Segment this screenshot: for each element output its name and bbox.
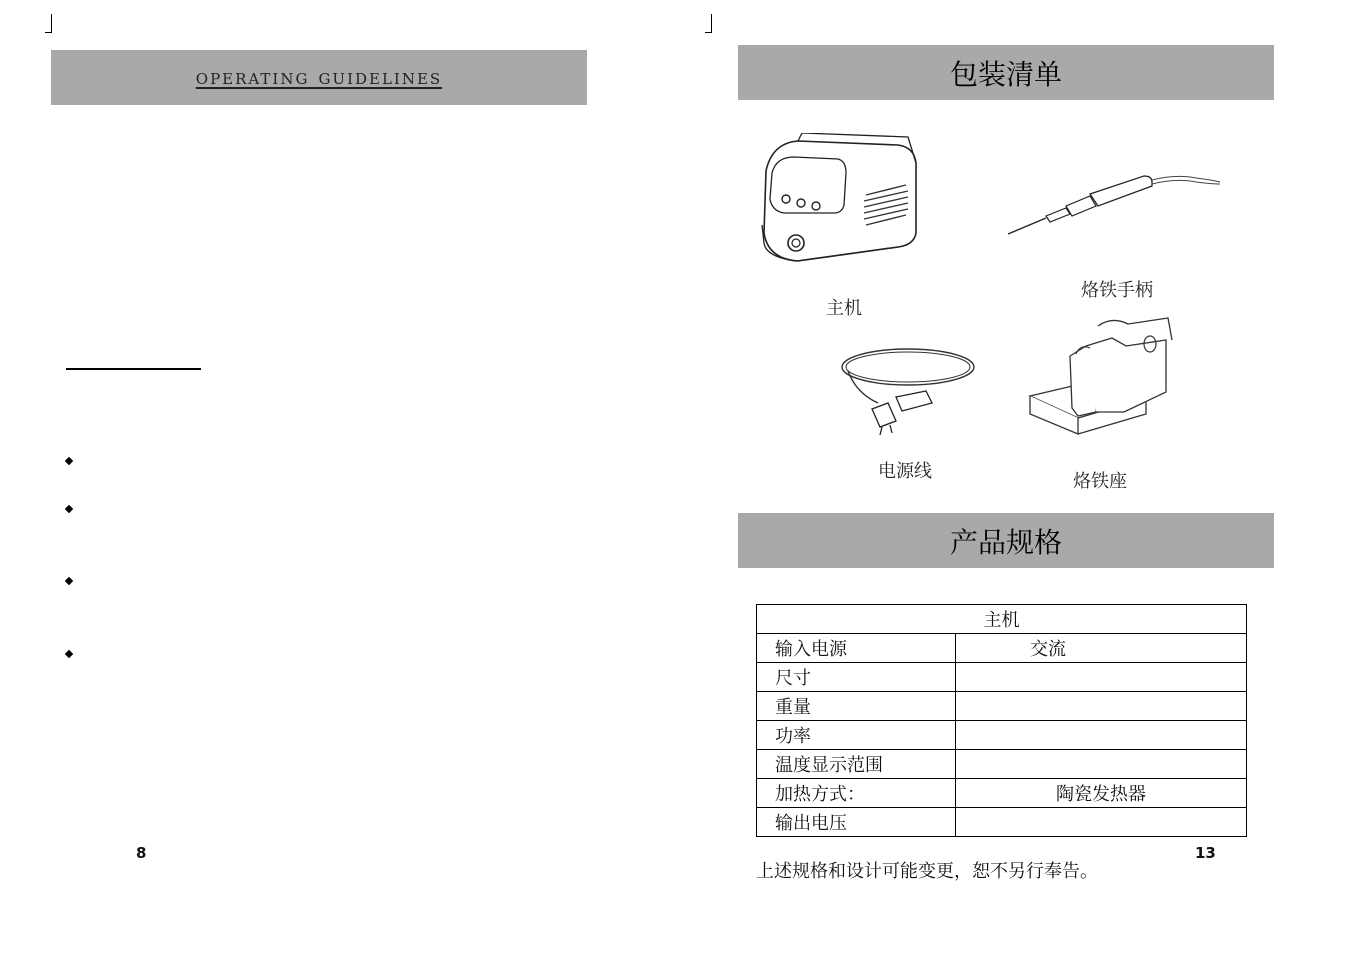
bullet-2 bbox=[65, 505, 73, 513]
spec-label: 功率 bbox=[757, 721, 956, 750]
bullet-3 bbox=[65, 577, 73, 585]
operating-guidelines-title: operating guidelines bbox=[195, 65, 443, 90]
spec-table-header-row bbox=[757, 605, 1247, 634]
table-row bbox=[757, 721, 1247, 750]
spec-value bbox=[956, 808, 1247, 837]
caption-main-unit: 主机 bbox=[826, 298, 862, 319]
spec-label: 输出电压 bbox=[757, 808, 956, 837]
packing-list-banner bbox=[738, 45, 1274, 100]
spec-table bbox=[756, 604, 1247, 837]
power-cord-illustration bbox=[836, 345, 978, 437]
table-row bbox=[757, 779, 1247, 808]
spec-label: 温度显示范围 bbox=[757, 750, 956, 779]
caption-power-cord: 电源线 bbox=[878, 461, 932, 482]
table-row bbox=[757, 808, 1247, 837]
section-rule bbox=[66, 368, 201, 370]
spec-value bbox=[956, 692, 1247, 721]
table-row bbox=[757, 692, 1247, 721]
spec-label: 尺寸 bbox=[757, 663, 956, 692]
spec-value bbox=[956, 721, 1247, 750]
product-spec-title: 产品规格 bbox=[949, 525, 1062, 559]
bullet-4 bbox=[65, 650, 73, 658]
table-row bbox=[757, 634, 1247, 663]
spec-label: 加热方式： bbox=[757, 779, 956, 808]
spec-label: 重量 bbox=[757, 692, 956, 721]
bullet-1 bbox=[65, 457, 73, 465]
operating-guidelines-banner bbox=[51, 50, 587, 105]
soldering-iron-illustration bbox=[1006, 170, 1224, 240]
caption-iron-stand: 烙铁座 bbox=[1073, 471, 1127, 492]
crop-mark-left bbox=[45, 14, 52, 33]
caption-iron-handle: 烙铁手柄 bbox=[1081, 280, 1153, 301]
spec-value bbox=[956, 750, 1247, 779]
spec-label: 输入电源 bbox=[757, 634, 956, 663]
left-page-number: 8 bbox=[136, 844, 147, 862]
spec-table-header: 主机 bbox=[757, 605, 1247, 634]
product-spec-banner bbox=[738, 513, 1274, 568]
spec-change-note: 上述规格和设计可能变更，恕不另行奉告。 bbox=[756, 861, 1098, 882]
table-row bbox=[757, 663, 1247, 692]
spec-value bbox=[956, 663, 1247, 692]
packing-list-title: 包装清单 bbox=[949, 57, 1062, 91]
soldering-station-illustration bbox=[758, 133, 920, 268]
table-row bbox=[757, 750, 1247, 779]
crop-mark-right bbox=[705, 14, 712, 33]
right-page-number: 13 bbox=[1195, 844, 1216, 862]
iron-stand-illustration bbox=[1028, 316, 1174, 438]
spec-value: 交流 bbox=[956, 634, 1247, 663]
spec-value: 陶瓷发热器 bbox=[956, 779, 1247, 808]
